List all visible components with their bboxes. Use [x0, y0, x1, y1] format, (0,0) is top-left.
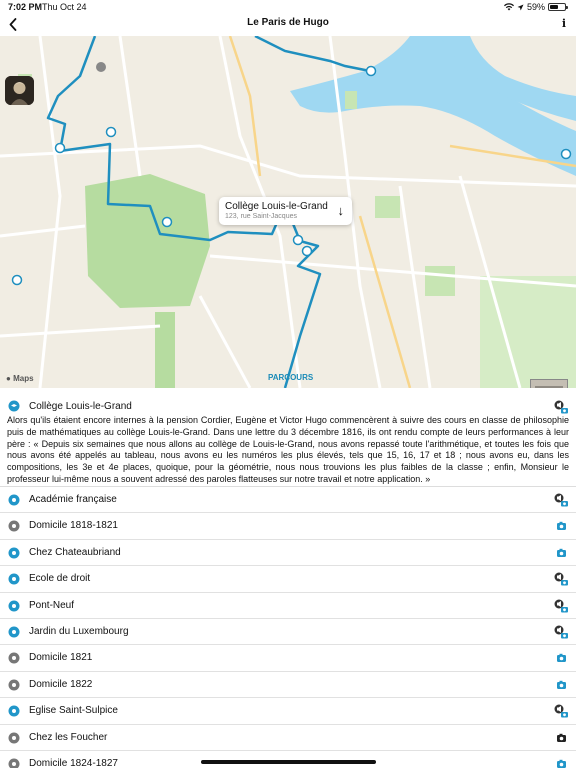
list-item-label: Pont-Neuf: [29, 599, 75, 611]
list-item[interactable]: [0, 672, 576, 698]
status-bar: [0, 0, 576, 14]
school-pin-icon: [8, 400, 20, 412]
maps-attribution-text: Maps: [13, 374, 34, 383]
list-item[interactable]: [0, 487, 576, 513]
home-pin-icon: [8, 652, 20, 664]
list-item[interactable]: [0, 698, 576, 724]
list-item-label: Domicile 1824-1827: [29, 757, 118, 768]
detail-title: Collège Louis-le-Grand: [29, 400, 132, 412]
camera-button[interactable]: [554, 519, 568, 538]
list-item[interactable]: [0, 645, 576, 671]
audio-camera-button[interactable]: [554, 704, 568, 723]
list-item-label: Ecole de droit: [29, 573, 91, 585]
people-pin-icon: [8, 547, 20, 559]
people-pin-grey-icon: [8, 732, 20, 744]
list-item[interactable]: [0, 725, 576, 751]
list-item-label: Domicile 1818-1821: [29, 520, 118, 532]
audio-camera-icon: [554, 400, 568, 414]
street-photo-thumbnail[interactable]: [530, 379, 568, 388]
audio-camera-icon: [554, 704, 568, 718]
list-item[interactable]: [0, 619, 576, 645]
camera-icon: [554, 546, 568, 560]
nav-bar: [0, 14, 576, 36]
status-time: 7:02 PM: [8, 2, 43, 12]
list-item-label: Chez les Foucher: [29, 731, 108, 743]
maps-attribution: [6, 374, 34, 383]
list-item-label: Chez Chateaubriand: [29, 546, 121, 558]
wifi-icon: [504, 3, 514, 11]
author-portrait-button[interactable]: [5, 76, 34, 105]
list-item-label: Eglise Saint-Sulpice: [29, 705, 118, 717]
camera-dark-icon: [554, 731, 568, 745]
detail-description: Alors qu'ils étaient encore internes à la pension Cordier, Eugène et Victor Hugo commencèrent à suivre des cours en classe de philosophie puis de mathématiques au collège Louis-le-Grand. Dans une lettre du 3 décembre 1816, ils ont rendu compte de leurs performances à leur père : « Depuis six semaines que nous allons au collège de Louis-le-Grand, nous avons repassé toute l'arithmétique, et toutes les fois que nous avons été appelés au tableau, nous avons eu les numéros les plus élevés, tels que 15, 16, 17 et 18 ; nous avons eu, dans les compositions, les 3e et 4e places, quoique, pour la géométrie, nous nous trouvions les plus faibles de la classe ; enfin, Monsieur le professeur lui-même nous a souvent adressé des paroles flatteuses sur notre travail et notre application. »: [7, 415, 569, 484]
places-list: [0, 487, 576, 768]
building-photo: [531, 380, 567, 388]
list-item-label: Domicile 1822: [29, 678, 93, 690]
status-right: [504, 2, 566, 12]
home-pin-icon: [8, 520, 20, 532]
audio-camera-icon: [554, 493, 568, 507]
detail-header: [8, 399, 132, 413]
list-item-label: Jardin du Luxembourg: [29, 625, 129, 637]
audio-camera-icon: [554, 625, 568, 639]
arrow-down-icon[interactable]: ↓: [337, 203, 344, 218]
camera-button[interactable]: [554, 546, 568, 565]
apple-logo-icon: ●: [6, 374, 11, 383]
map-callout[interactable]: [219, 197, 352, 225]
camera-dark-button[interactable]: [554, 731, 568, 750]
camera-icon: [554, 519, 568, 533]
home-pin-icon: [8, 679, 20, 691]
audio-camera-icon: [554, 572, 568, 586]
list-item[interactable]: [0, 566, 576, 592]
camera-button[interactable]: [554, 678, 568, 697]
list-item-label: Domicile 1821: [29, 652, 93, 664]
status-date: Thu Oct 24: [42, 2, 87, 12]
list-item[interactable]: [0, 540, 576, 566]
camera-button[interactable]: [554, 651, 568, 670]
shield-pin-icon: [8, 573, 20, 585]
audio-camera-button[interactable]: [554, 493, 568, 512]
camera-icon: [554, 678, 568, 692]
list-item[interactable]: [0, 593, 576, 619]
audio-camera-button[interactable]: [554, 625, 568, 644]
home-indicator[interactable]: [201, 760, 376, 764]
info-pin-icon: [8, 600, 20, 612]
location-icon: [517, 4, 524, 11]
church-pin-icon: [8, 705, 20, 717]
camera-button[interactable]: [554, 757, 568, 768]
audio-camera-button[interactable]: [554, 599, 568, 618]
page-title: Le Paris de Hugo: [247, 17, 329, 28]
audio-camera-icon: [554, 599, 568, 613]
shield-pin-icon: [8, 494, 20, 506]
callout-title: Collège Louis-le-Grand: [225, 201, 328, 212]
portrait-image: [5, 76, 34, 105]
audio-camera-button[interactable]: [554, 572, 568, 591]
callout-address: 123, rue Saint-Jacques: [225, 213, 297, 220]
home-pin-icon: [8, 758, 20, 768]
place-detail: [0, 395, 576, 487]
battery-fill: [550, 5, 558, 9]
battery-icon: [548, 3, 566, 11]
info-button[interactable]: i: [561, 17, 566, 30]
tree-pin-icon: [8, 626, 20, 638]
list-item-label: Académie française: [29, 494, 117, 505]
route-label[interactable]: PARCOURS: [268, 373, 314, 382]
camera-icon: [554, 757, 568, 768]
map-view[interactable]: [0, 36, 576, 388]
battery-percent: 59%: [526, 2, 545, 12]
camera-icon: [554, 651, 568, 665]
list-item[interactable]: [0, 513, 576, 539]
